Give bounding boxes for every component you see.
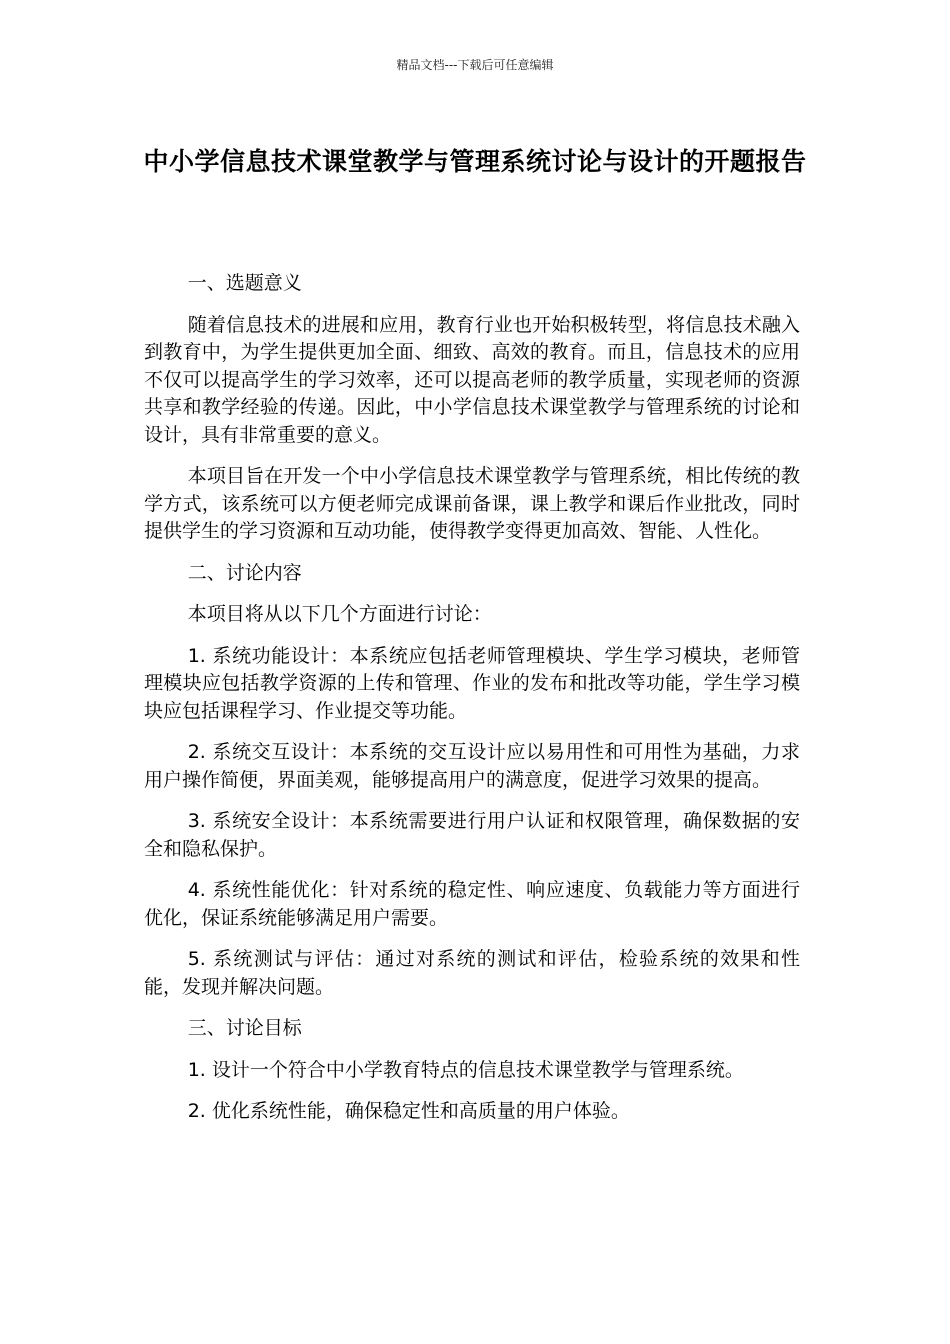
list-item-testing: 5. 系统测试与评估：通过对系统的测试和评估，检验系统的效果和性能，发现并解决问题。 — [144, 948, 800, 998]
paragraph-content-intro: 本项目将从以下几个方面进行讨论： — [187, 603, 492, 625]
section-heading-content: 二、讨论内容 — [187, 561, 302, 584]
section-heading-goals: 三、讨论目标 — [187, 1017, 302, 1039]
list-item-function-design: 1. 系统功能设计：本系统应包括老师管理模块、学生学习模块，老师管理模块应包括教学资源的上传和管理、作业的发布和批改等功能，学生学习模块应包括课程学习、作业提交等功能。 — [144, 644, 800, 722]
list-item-goal-2: 2. 优化系统性能，确保稳定性和高质量的用户体验。 — [187, 1100, 630, 1122]
list-item-performance: 4. 系统性能优化：针对系统的稳定性、响应速度、负载能力等方面进行优化，保证系统能够满足用户需要。 — [144, 879, 800, 929]
list-item-interaction-design: 2. 系统交互设计：本系统的交互设计应以易用性和可用性为基础，力求用户操作简便，界面美观，能够提高用户的满意度，促进学习效果的提高。 — [144, 741, 800, 791]
list-item-goal-1: 1. 设计一个符合中小学教育特点的信息技术课堂教学与管理系统。 — [187, 1058, 744, 1081]
paragraph-significance-2: 本项目旨在开发一个中小学信息技术课堂教学与管理系统，相比传统的教学方式，该系统可以方便老师完成课前备课，课上教学和课后作业批改，同时提供学生的学习资源和互动功能，使得教学变得更加高效、智能、人性化。 — [144, 465, 800, 542]
document-title: 中小学信息技术课堂教学与管理系统讨论与设计的开题报告 — [143, 147, 807, 176]
document-body — [144, 270, 800, 1140]
paragraph-significance-1: 随着信息技术的进展和应用，教育行业也开始积极转型，将信息技术融入到教育中，为学生提供更加全面、细致、高效的教育。而且，信息技术的应用不仅可以提高学生的学习效率，还可以提高老师的教学质量，实现老师的资源共享和教学经验的传递。因此，中小学信息技术课堂教学与管理系统的讨论和设计，具有非常重要的意义。 — [144, 313, 800, 446]
page-header: 精品文档---下载后可任意编辑 — [396, 58, 554, 72]
section-heading-significance: 一、选题意义 — [187, 272, 302, 294]
list-item-security-design: 3. 系统安全设计：本系统需要进行用户认证和权限管理，确保数据的安全和隐私保护。 — [144, 810, 800, 860]
